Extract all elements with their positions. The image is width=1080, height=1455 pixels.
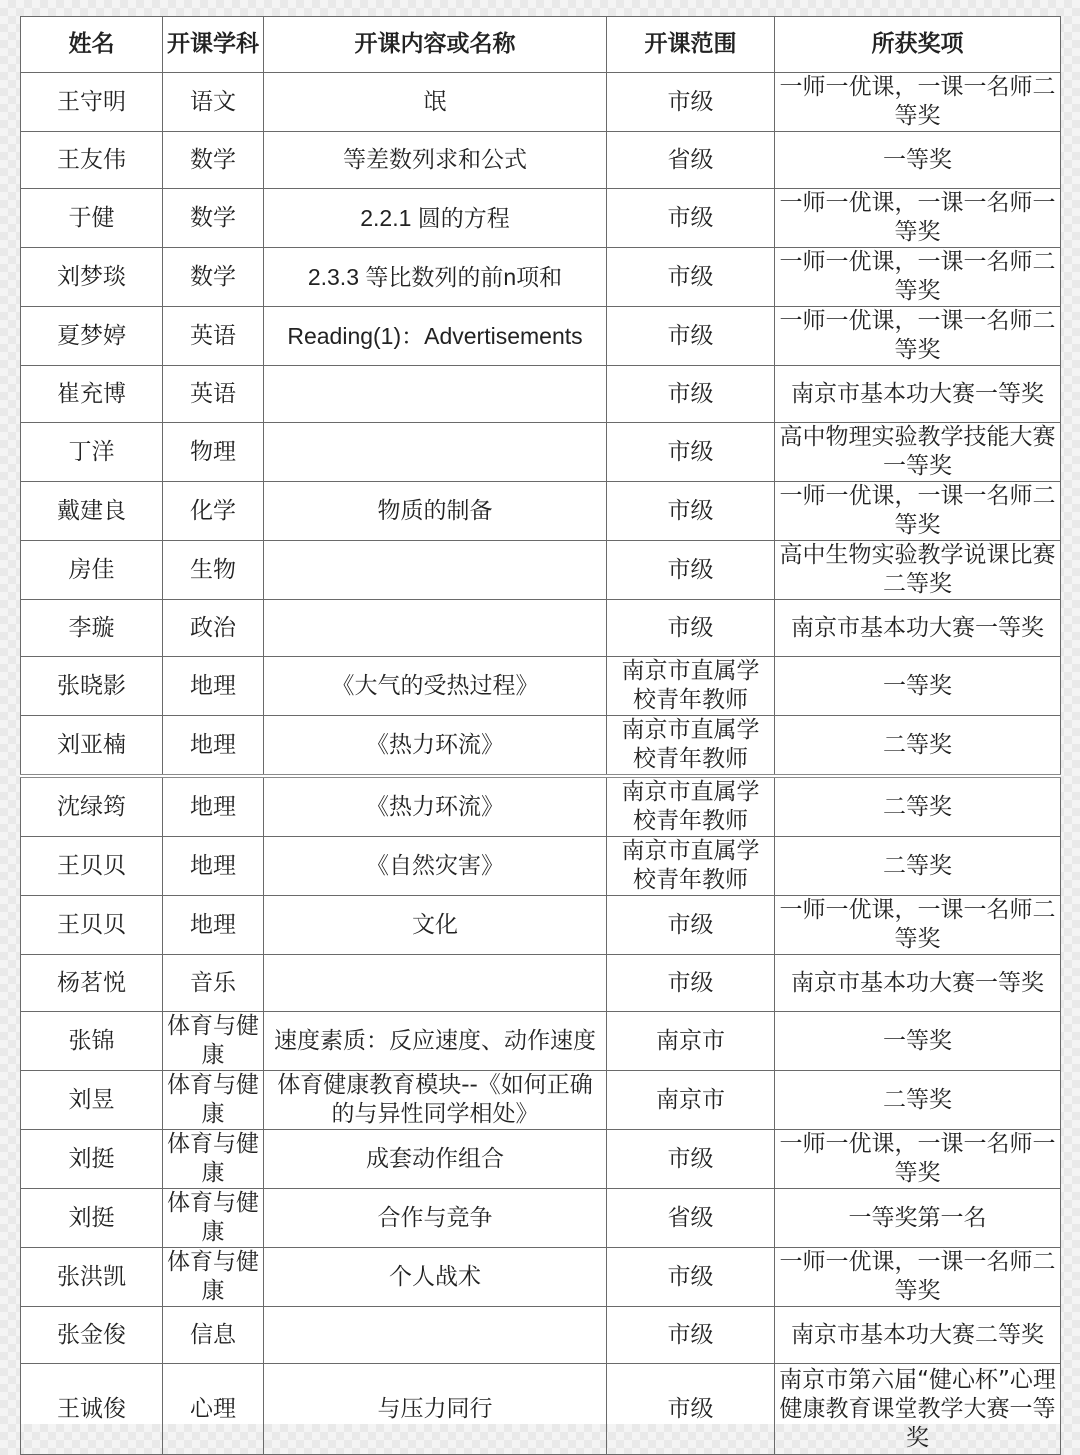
cell-scope: 市级 — [607, 73, 775, 132]
cell-content: 速度素质：反应速度、动作速度 — [264, 1012, 607, 1071]
cell-subject: 体育与健康 — [163, 1012, 264, 1071]
cell-subject: 信息 — [163, 1307, 264, 1364]
cell-name: 刘挺 — [21, 1189, 163, 1248]
cell-scope: 市级 — [607, 1364, 775, 1455]
cell-scope: 南京市 — [607, 1071, 775, 1130]
cell-content — [264, 955, 607, 1012]
table-row — [21, 541, 1061, 600]
cell-subject: 英语 — [163, 366, 264, 423]
table-header-row — [21, 17, 1061, 73]
cell-name: 王贝贝 — [21, 896, 163, 955]
cell-name: 沈绿筠 — [21, 776, 163, 837]
cell-scope: 南京市直属学校青年教师 — [607, 776, 775, 837]
cell-scope: 南京市直属学校青年教师 — [607, 716, 775, 777]
cell-scope: 市级 — [607, 896, 775, 955]
cell-award: 二等奖 — [775, 776, 1061, 837]
cell-scope: 市级 — [607, 1307, 775, 1364]
cell-name: 杨茗悦 — [21, 955, 163, 1012]
cell-content — [264, 1307, 607, 1364]
table-row — [21, 132, 1061, 189]
cell-content: 体育健康教育模块--《如何正确的与异性同学相处》 — [264, 1071, 607, 1130]
cell-scope: 省级 — [607, 132, 775, 189]
table-row — [21, 1307, 1061, 1364]
cell-subject: 地理 — [163, 837, 264, 896]
cell-name: 张洪凯 — [21, 1248, 163, 1307]
table-row — [21, 1248, 1061, 1307]
cell-subject: 体育与健康 — [163, 1189, 264, 1248]
cell-subject: 政治 — [163, 600, 264, 657]
cell-award: 一等奖 — [775, 1012, 1061, 1071]
cell-award: 南京市基本功大赛一等奖 — [775, 366, 1061, 423]
table-row — [21, 716, 1061, 777]
header-award: 所获奖项 — [775, 17, 1061, 73]
cell-content: 物质的制备 — [264, 482, 607, 541]
table-row — [21, 896, 1061, 955]
cell-subject: 生物 — [163, 541, 264, 600]
cell-name: 张晓影 — [21, 657, 163, 716]
cell-subject: 体育与健康 — [163, 1071, 264, 1130]
table-row — [21, 366, 1061, 423]
cell-scope: 市级 — [607, 248, 775, 307]
cell-name: 刘亚楠 — [21, 716, 163, 777]
cell-award: 高中生物实验教学说课比赛二等奖 — [775, 541, 1061, 600]
cell-content — [264, 423, 607, 482]
awards-sheet — [20, 16, 1060, 1451]
cell-award: 二等奖 — [775, 716, 1061, 777]
cell-subject: 数学 — [163, 189, 264, 248]
header-scope: 开课范围 — [607, 17, 775, 73]
table-row — [21, 657, 1061, 716]
table-row — [21, 1012, 1061, 1071]
cell-scope: 市级 — [607, 955, 775, 1012]
cell-content: 2.3.3 等比数列的前n项和 — [264, 248, 607, 307]
table-row — [21, 955, 1061, 1012]
cell-name: 夏梦婷 — [21, 307, 163, 366]
cell-name: 王贝贝 — [21, 837, 163, 896]
cell-name: 戴建良 — [21, 482, 163, 541]
cell-content: 等差数列求和公式 — [264, 132, 607, 189]
cell-subject: 心理 — [163, 1364, 264, 1455]
cell-content: 成套动作组合 — [264, 1130, 607, 1189]
cell-subject: 地理 — [163, 896, 264, 955]
cell-subject: 体育与健康 — [163, 1130, 264, 1189]
cell-name: 李璇 — [21, 600, 163, 657]
cell-scope: 市级 — [607, 600, 775, 657]
cell-name: 张锦 — [21, 1012, 163, 1071]
table-row — [21, 248, 1061, 307]
cell-award: 高中物理实验教学技能大赛一等奖 — [775, 423, 1061, 482]
cell-award: 南京市第六届“健心杯”心理健康教育课堂教学大赛一等奖 — [775, 1364, 1061, 1455]
cell-subject: 体育与健康 — [163, 1248, 264, 1307]
cell-content: 2.2.1 圆的方程 — [264, 189, 607, 248]
cell-scope: 市级 — [607, 541, 775, 600]
table-row — [21, 307, 1061, 366]
cell-name: 丁洋 — [21, 423, 163, 482]
cell-award: 一师一优课，一课一名师二等奖 — [775, 896, 1061, 955]
cell-subject: 数学 — [163, 132, 264, 189]
table-row — [21, 482, 1061, 541]
cell-name: 王友伟 — [21, 132, 163, 189]
cell-scope: 市级 — [607, 1130, 775, 1189]
cell-award: 一等奖 — [775, 132, 1061, 189]
cell-subject: 数学 — [163, 248, 264, 307]
cell-scope: 市级 — [607, 189, 775, 248]
cell-award: 二等奖 — [775, 837, 1061, 896]
cell-award: 一等奖第一名 — [775, 1189, 1061, 1248]
cell-scope: 南京市直属学校青年教师 — [607, 657, 775, 716]
cell-name: 王诚俊 — [21, 1364, 163, 1455]
cell-subject: 化学 — [163, 482, 264, 541]
cell-award: 一师一优课，一课一名师二等奖 — [775, 73, 1061, 132]
cell-award: 二等奖 — [775, 1071, 1061, 1130]
table-row — [21, 1364, 1061, 1455]
table-row — [21, 837, 1061, 896]
cell-name: 刘昱 — [21, 1071, 163, 1130]
header-subject: 开课学科 — [163, 17, 264, 73]
cell-content: 氓 — [264, 73, 607, 132]
cell-content: 与压力同行 — [264, 1364, 607, 1455]
cell-scope: 南京市直属学校青年教师 — [607, 837, 775, 896]
table-row — [21, 423, 1061, 482]
cell-subject: 英语 — [163, 307, 264, 366]
cell-scope: 市级 — [607, 482, 775, 541]
cell-scope: 市级 — [607, 1248, 775, 1307]
cell-content: 个人战术 — [264, 1248, 607, 1307]
cell-name: 崔充博 — [21, 366, 163, 423]
cell-scope: 市级 — [607, 307, 775, 366]
cell-name: 刘梦琰 — [21, 248, 163, 307]
cell-award: 一师一优课，一课一名师一等奖 — [775, 1130, 1061, 1189]
cell-award: 一等奖 — [775, 657, 1061, 716]
cell-content: 《热力环流》 — [264, 716, 607, 777]
cell-content: 《热力环流》 — [264, 776, 607, 837]
cell-award: 南京市基本功大赛一等奖 — [775, 955, 1061, 1012]
table-row — [21, 73, 1061, 132]
cell-name: 房佳 — [21, 541, 163, 600]
cell-name: 于健 — [21, 189, 163, 248]
cell-content — [264, 600, 607, 657]
cell-award: 一师一优课，一课一名师二等奖 — [775, 248, 1061, 307]
table-row — [21, 1071, 1061, 1130]
header-name: 姓名 — [21, 17, 163, 73]
cell-award: 一师一优课，一课一名师二等奖 — [775, 1248, 1061, 1307]
cell-name: 王守明 — [21, 73, 163, 132]
cell-subject: 音乐 — [163, 955, 264, 1012]
cell-scope: 市级 — [607, 423, 775, 482]
cell-content — [264, 541, 607, 600]
cell-name: 刘挺 — [21, 1130, 163, 1189]
cell-award: 南京市基本功大赛一等奖 — [775, 600, 1061, 657]
table-row — [21, 189, 1061, 248]
table-row — [21, 1130, 1061, 1189]
table-row — [21, 776, 1061, 837]
awards-table — [20, 16, 1061, 1455]
cell-subject: 物理 — [163, 423, 264, 482]
cell-award: 南京市基本功大赛二等奖 — [775, 1307, 1061, 1364]
cell-award: 一师一优课，一课一名师二等奖 — [775, 482, 1061, 541]
cell-award: 一师一优课，一课一名师二等奖 — [775, 307, 1061, 366]
header-content: 开课内容或名称 — [264, 17, 607, 73]
cell-award: 一师一优课，一课一名师一等奖 — [775, 189, 1061, 248]
cell-subject: 地理 — [163, 657, 264, 716]
cell-content: 《大气的受热过程》 — [264, 657, 607, 716]
cell-name: 张金俊 — [21, 1307, 163, 1364]
cell-content: 《自然灾害》 — [264, 837, 607, 896]
cell-subject: 语文 — [163, 73, 264, 132]
cell-subject: 地理 — [163, 776, 264, 837]
cell-scope: 省级 — [607, 1189, 775, 1248]
table-row — [21, 1189, 1061, 1248]
table-row — [21, 600, 1061, 657]
cell-scope: 市级 — [607, 366, 775, 423]
cell-content: Reading(1)：Advertisements — [264, 307, 607, 366]
cell-scope: 南京市 — [607, 1012, 775, 1071]
cell-content — [264, 366, 607, 423]
cell-subject: 地理 — [163, 716, 264, 777]
cell-content: 文化 — [264, 896, 607, 955]
cell-content: 合作与竞争 — [264, 1189, 607, 1248]
